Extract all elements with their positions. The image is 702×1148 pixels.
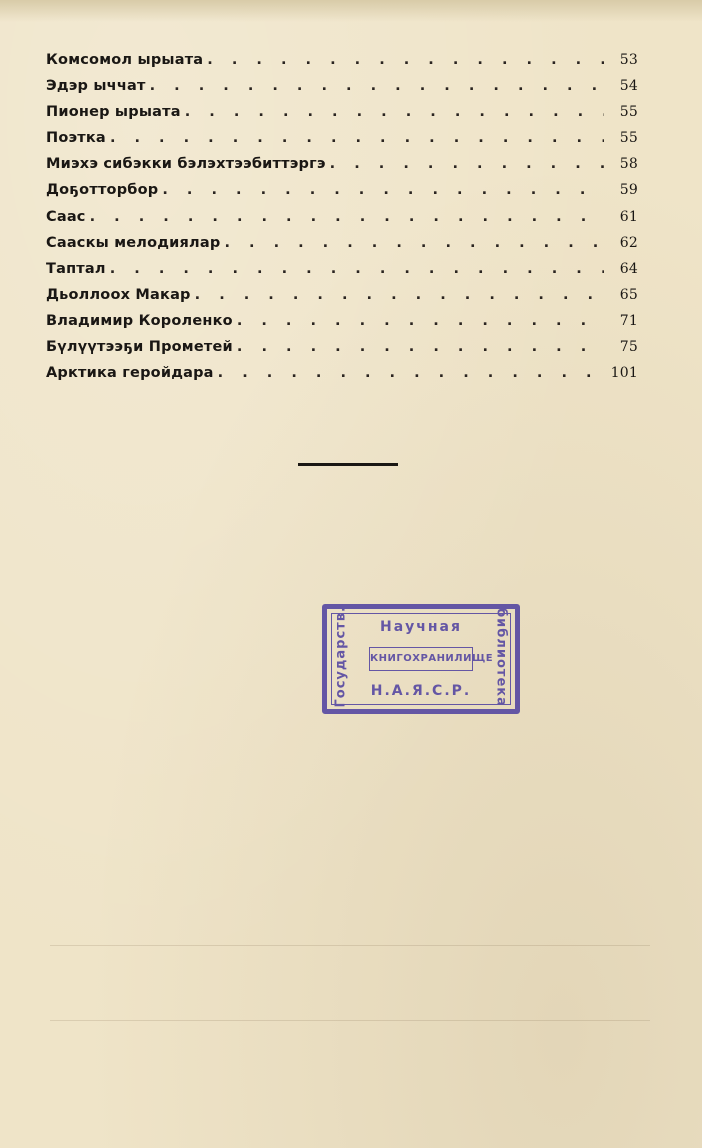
dot-leader <box>218 365 604 381</box>
toc-entry-title: Комсомол ырыата <box>46 52 204 68</box>
toc-entry <box>46 104 638 130</box>
toc-entry-page: 71 <box>619 312 638 329</box>
toc-entry-title: Эдэр ыччат <box>46 78 146 95</box>
table-of-contents <box>46 52 638 391</box>
toc-entry <box>46 313 638 339</box>
toc-entry-page: 59 <box>619 182 638 199</box>
toc-entry <box>46 78 638 104</box>
toc-entry-page: 58 <box>619 156 638 173</box>
toc-entry-title: Бүлүүтээҕи Прометей <box>46 339 233 356</box>
torn-top-edge <box>0 0 702 22</box>
dot-leader <box>150 78 604 94</box>
stamp-middle-text: КНИГОХРАНИЛИЩЕ <box>369 647 473 671</box>
toc-entry-page: 62 <box>619 234 638 251</box>
dot-leader <box>110 261 604 277</box>
toc-entry-page: 65 <box>619 286 638 303</box>
bleed-through-rule <box>50 945 650 946</box>
dot-leader <box>207 52 604 68</box>
toc-entry <box>46 261 638 287</box>
library-stamp <box>322 604 520 714</box>
stamp-bottom-text: Н.А.Я.С.Р. <box>370 683 472 699</box>
toc-entry <box>46 182 638 208</box>
dot-leader <box>162 182 604 198</box>
section-divider <box>298 463 398 466</box>
toc-entry-page: 75 <box>619 339 638 356</box>
toc-entry <box>46 156 638 182</box>
toc-entry-title: Сааc <box>46 208 86 225</box>
toc-entry-title: Владимир Короленко <box>46 312 233 329</box>
stamp-top-text: Научная <box>379 619 462 635</box>
dot-leader <box>237 313 604 329</box>
toc-entry-page: 64 <box>619 260 638 277</box>
dot-leader <box>224 235 604 251</box>
toc-entry <box>46 365 638 391</box>
toc-entry-page: 101 <box>610 365 638 382</box>
toc-entry <box>46 287 638 313</box>
bleed-through-rule <box>50 1020 650 1021</box>
dot-leader <box>90 209 604 225</box>
toc-entry-page: 53 <box>619 52 638 68</box>
dot-leader <box>110 130 604 146</box>
toc-entry <box>46 235 638 261</box>
toc-entry-page: 54 <box>619 78 638 95</box>
toc-entry-title: Дьоллоох Макар <box>46 286 191 303</box>
dot-leader <box>185 104 604 120</box>
toc-entry <box>46 130 638 156</box>
toc-entry-title: Арктика геройдара <box>46 365 214 382</box>
toc-entry-title: Сааскы мелодиялар <box>46 234 221 251</box>
toc-entry <box>46 209 638 235</box>
toc-entry-title: Пионер ырыата <box>46 104 181 121</box>
dot-leader <box>330 156 604 172</box>
toc-entry-page: 61 <box>619 208 638 225</box>
toc-entry <box>46 52 638 78</box>
dot-leader <box>195 287 604 303</box>
toc-entry-title: Миэхэ сибэкки бэлэхтээбиттэргэ <box>46 156 326 173</box>
toc-entry-title: Поэтка <box>46 130 106 147</box>
toc-entry-page: 55 <box>619 130 638 147</box>
toc-entry-title: Таптал <box>46 260 106 277</box>
dot-leader <box>237 339 604 355</box>
toc-entry-title: Доҕотторбор <box>46 182 159 199</box>
stamp-right-text: библиотека <box>493 608 509 707</box>
toc-entry <box>46 339 638 365</box>
stamp-left-text: Государств. <box>333 606 349 708</box>
toc-entry-page: 55 <box>619 104 638 121</box>
